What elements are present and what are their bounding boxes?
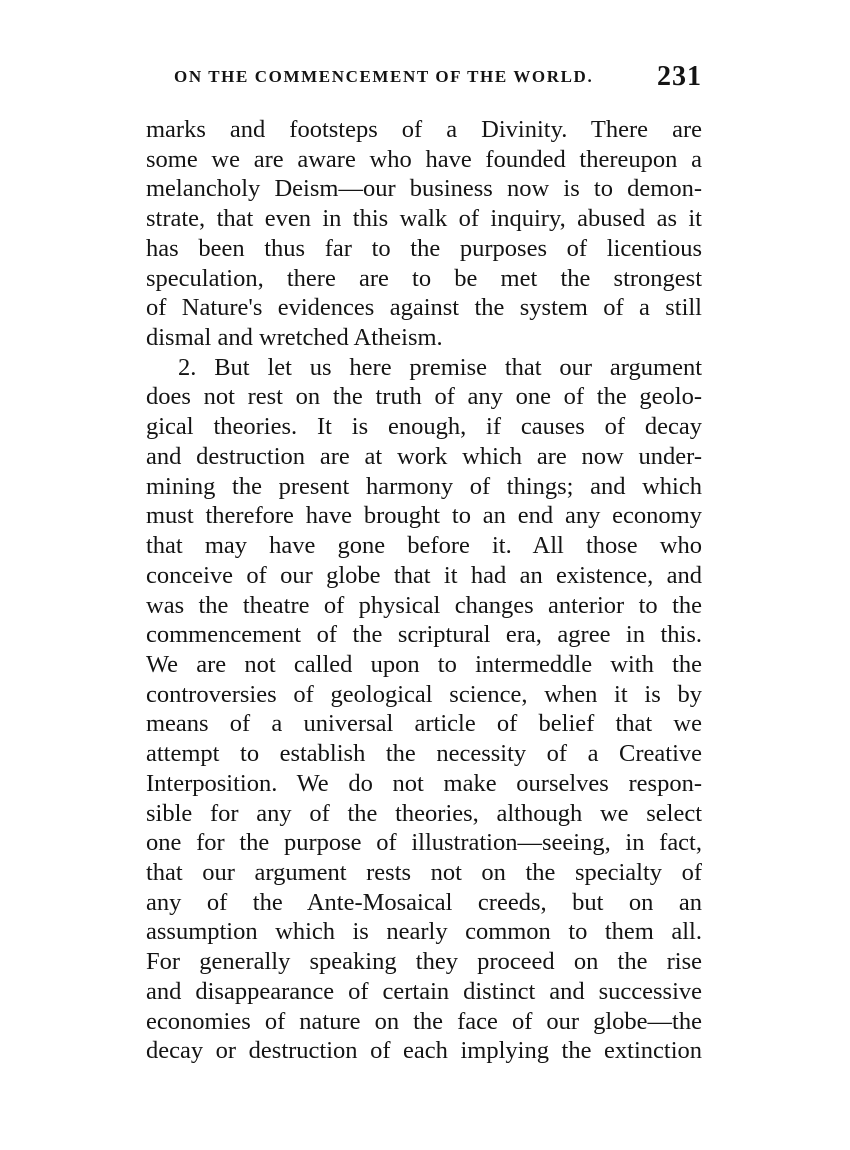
text-line: melancholy Deism—our business now is to demon- bbox=[146, 175, 702, 203]
text-line: and disappearance of certain distinct and successive bbox=[146, 977, 702, 1005]
text-line: For generally speaking they proceed on the rise bbox=[146, 948, 702, 976]
text-line: controversies of geological science, when it is by bbox=[146, 680, 702, 708]
text-line: commencement of the scriptural era, agree in this. bbox=[146, 621, 702, 649]
text-line: sible for any of the theories, although we select bbox=[146, 799, 702, 827]
text-line: We are not called upon to intermeddle with the bbox=[146, 650, 702, 678]
text-line: one for the purpose of illustration—seeing, in fact, bbox=[146, 829, 702, 857]
text-line: speculation, there are to be met the strongest bbox=[146, 264, 702, 292]
text-line: any of the Ante-Mosaical creeds, but on an bbox=[146, 888, 702, 916]
text-line: economies of nature on the face of our globe—the bbox=[146, 1007, 702, 1035]
text-line: strate, that even in this walk of inquiry, abused as it bbox=[146, 205, 702, 233]
text-line: must therefore have brought to an end any economy bbox=[146, 502, 702, 530]
text-line: gical theories. It is enough, if causes of decay bbox=[146, 413, 702, 441]
text-line: attempt to establish the necessity of a Creative bbox=[146, 740, 702, 768]
text-line: means of a universal article of belief that we bbox=[146, 710, 702, 738]
text-line: that our argument rests not on the specialty of bbox=[146, 858, 702, 886]
text-line: that may have gone before it. All those who bbox=[146, 532, 702, 560]
text-line: mining the present harmony of things; and which bbox=[146, 472, 702, 500]
text-line: Interposition. We do not make ourselves respon- bbox=[146, 769, 702, 797]
text-line: decay or destruction of each implying the extinction bbox=[146, 1037, 702, 1065]
running-title: ON THE COMMENCEMENT OF THE WORLD. bbox=[174, 67, 594, 86]
text-line: does not rest on the truth of any one of the geolo- bbox=[146, 383, 702, 411]
text-line: some we are aware who have founded thereupon a bbox=[146, 145, 702, 173]
paragraph-start-line: 2. But let us here premise that our argument bbox=[178, 353, 702, 381]
text-line: and destruction are at work which are now under- bbox=[146, 442, 702, 470]
text-line: dismal and wretched Atheism. bbox=[146, 324, 443, 352]
text-line: marks and footsteps of a Divinity. There are bbox=[146, 116, 702, 143]
body-text bbox=[146, 115, 702, 1066]
text-line: has been thus far to the purposes of licentious bbox=[146, 234, 702, 262]
text-line: was the theatre of physical changes anterior to the bbox=[146, 591, 702, 619]
text-line: of Nature's evidences against the system of a still bbox=[146, 294, 702, 322]
running-header bbox=[146, 60, 702, 94]
text-line: assumption which is nearly common to them all. bbox=[146, 918, 702, 946]
page-number: 231 bbox=[657, 61, 702, 92]
text-line: conceive of our globe that it had an existence, and bbox=[146, 561, 702, 589]
